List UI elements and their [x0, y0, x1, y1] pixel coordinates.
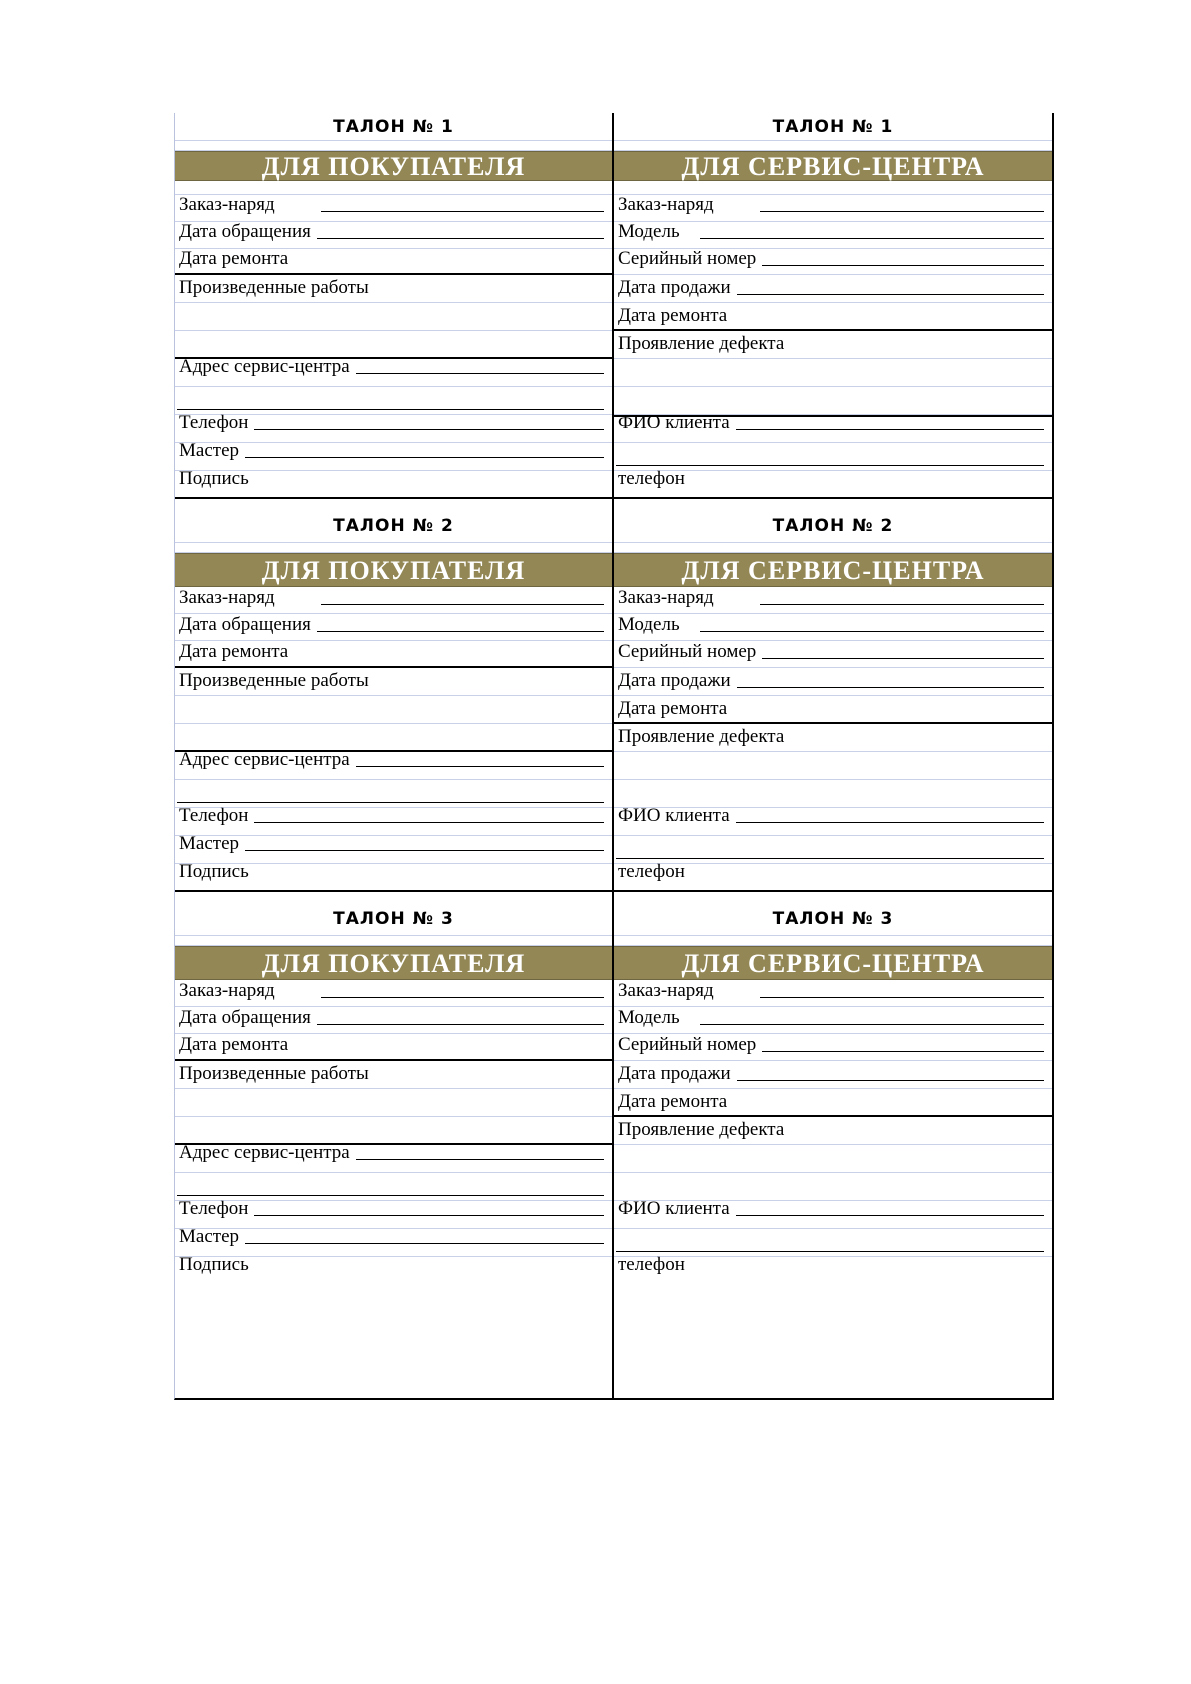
- buyer-banner: ДЛЯ ПОКУПАТЕЛЯ: [175, 946, 612, 980]
- request-date-field[interactable]: Дата обращения: [179, 218, 604, 245]
- coupon-3-service-part: [614, 892, 1052, 1398]
- order-field[interactable]: Заказ-наряд: [179, 977, 604, 1004]
- coupon-title: ТАЛОН № 1: [614, 113, 1052, 141]
- coupon-title: ТАЛОН № 2: [175, 499, 612, 543]
- service-banner: ДЛЯ СЕРВИС-ЦЕНТРА: [614, 553, 1052, 587]
- signature-field[interactable]: Подпись: [179, 1254, 249, 1275]
- order-field[interactable]: Заказ-наряд: [618, 191, 1044, 218]
- model-field[interactable]: Модель: [618, 218, 1044, 245]
- sale-date-field[interactable]: Дата продажи: [618, 667, 1044, 694]
- coupon-2: [175, 499, 1052, 929]
- coupon-1-service-part: [614, 113, 1052, 533]
- defect-field[interactable]: Проявление дефекта: [618, 726, 785, 747]
- order-field[interactable]: Заказ-наряд: [179, 584, 604, 611]
- request-date-field[interactable]: Дата обращения: [179, 1004, 604, 1031]
- buyer-banner: ДЛЯ ПОКУПАТЕЛЯ: [175, 553, 612, 587]
- buyer-banner: ДЛЯ ПОКУПАТЕЛЯ: [175, 151, 612, 181]
- master-field[interactable]: Мастер: [179, 830, 604, 857]
- master-field[interactable]: Мастер: [179, 437, 604, 464]
- works-field[interactable]: Произведенные работы: [179, 670, 369, 691]
- model-field[interactable]: Модель: [618, 611, 1044, 638]
- phone-field[interactable]: Телефон: [179, 409, 604, 436]
- client-name-field[interactable]: ФИО клиента: [618, 409, 1044, 436]
- works-field[interactable]: Произведенные работы: [179, 1063, 369, 1084]
- client-phone-field[interactable]: телефон: [618, 861, 685, 882]
- master-field[interactable]: Мастер: [179, 1223, 604, 1250]
- sale-date-field[interactable]: Дата продажи: [618, 1060, 1044, 1087]
- coupon-1-buyer-part: [175, 113, 614, 533]
- address-field[interactable]: Адрес сервис-центра: [179, 353, 604, 380]
- repair-date-field[interactable]: Дата ремонта: [179, 641, 289, 662]
- serial-field[interactable]: Серийный номер: [618, 1031, 1044, 1058]
- repair-date-field[interactable]: Дата ремонта: [618, 698, 728, 719]
- coupon-2-service-part: [614, 499, 1052, 929]
- defect-field[interactable]: Проявление дефекта: [618, 1119, 785, 1140]
- coupon-2-buyer-part: [175, 499, 614, 929]
- serial-field[interactable]: Серийный номер: [618, 638, 1044, 665]
- client-name-field[interactable]: ФИО клиента: [618, 802, 1044, 829]
- coupon-title: ТАЛОН № 2: [614, 499, 1052, 543]
- model-field[interactable]: Модель: [618, 1004, 1044, 1031]
- service-banner: ДЛЯ СЕРВИС-ЦЕНТРА: [614, 151, 1052, 181]
- warranty-coupons-sheet: [174, 113, 1054, 1400]
- coupon-title: ТАЛОН № 3: [614, 892, 1052, 936]
- repair-date-field[interactable]: Дата ремонта: [618, 305, 728, 326]
- sale-date-field[interactable]: Дата продажи: [618, 274, 1044, 301]
- works-field[interactable]: Произведенные работы: [179, 277, 369, 298]
- order-field[interactable]: Заказ-наряд: [618, 584, 1044, 611]
- client-name-field[interactable]: ФИО клиента: [618, 1195, 1044, 1222]
- signature-field[interactable]: Подпись: [179, 861, 249, 882]
- client-phone-field[interactable]: телефон: [618, 1254, 685, 1275]
- repair-date-field[interactable]: Дата ремонта: [179, 248, 289, 269]
- request-date-field[interactable]: Дата обращения: [179, 611, 604, 638]
- signature-field[interactable]: Подпись: [179, 468, 249, 489]
- defect-field[interactable]: Проявление дефекта: [618, 333, 785, 354]
- serial-field[interactable]: Серийный номер: [618, 245, 1044, 272]
- address-field[interactable]: Адрес сервис-центра: [179, 1139, 604, 1166]
- service-banner: ДЛЯ СЕРВИС-ЦЕНТРА: [614, 946, 1052, 980]
- coupon-title: ТАЛОН № 3: [175, 892, 612, 936]
- order-field[interactable]: Заказ-наряд: [179, 191, 604, 218]
- phone-field[interactable]: Телефон: [179, 802, 604, 829]
- coupon-title: ТАЛОН № 1: [175, 113, 612, 141]
- coupon-3-buyer-part: [175, 892, 614, 1398]
- repair-date-field[interactable]: Дата ремонта: [179, 1034, 289, 1055]
- phone-field[interactable]: Телефон: [179, 1195, 604, 1222]
- address-field[interactable]: Адрес сервис-центра: [179, 746, 604, 773]
- coupon-3: [175, 892, 1052, 1398]
- repair-date-field[interactable]: Дата ремонта: [618, 1091, 728, 1112]
- coupon-1: [175, 113, 1052, 533]
- client-phone-field[interactable]: телефон: [618, 468, 685, 489]
- order-field[interactable]: Заказ-наряд: [618, 977, 1044, 1004]
